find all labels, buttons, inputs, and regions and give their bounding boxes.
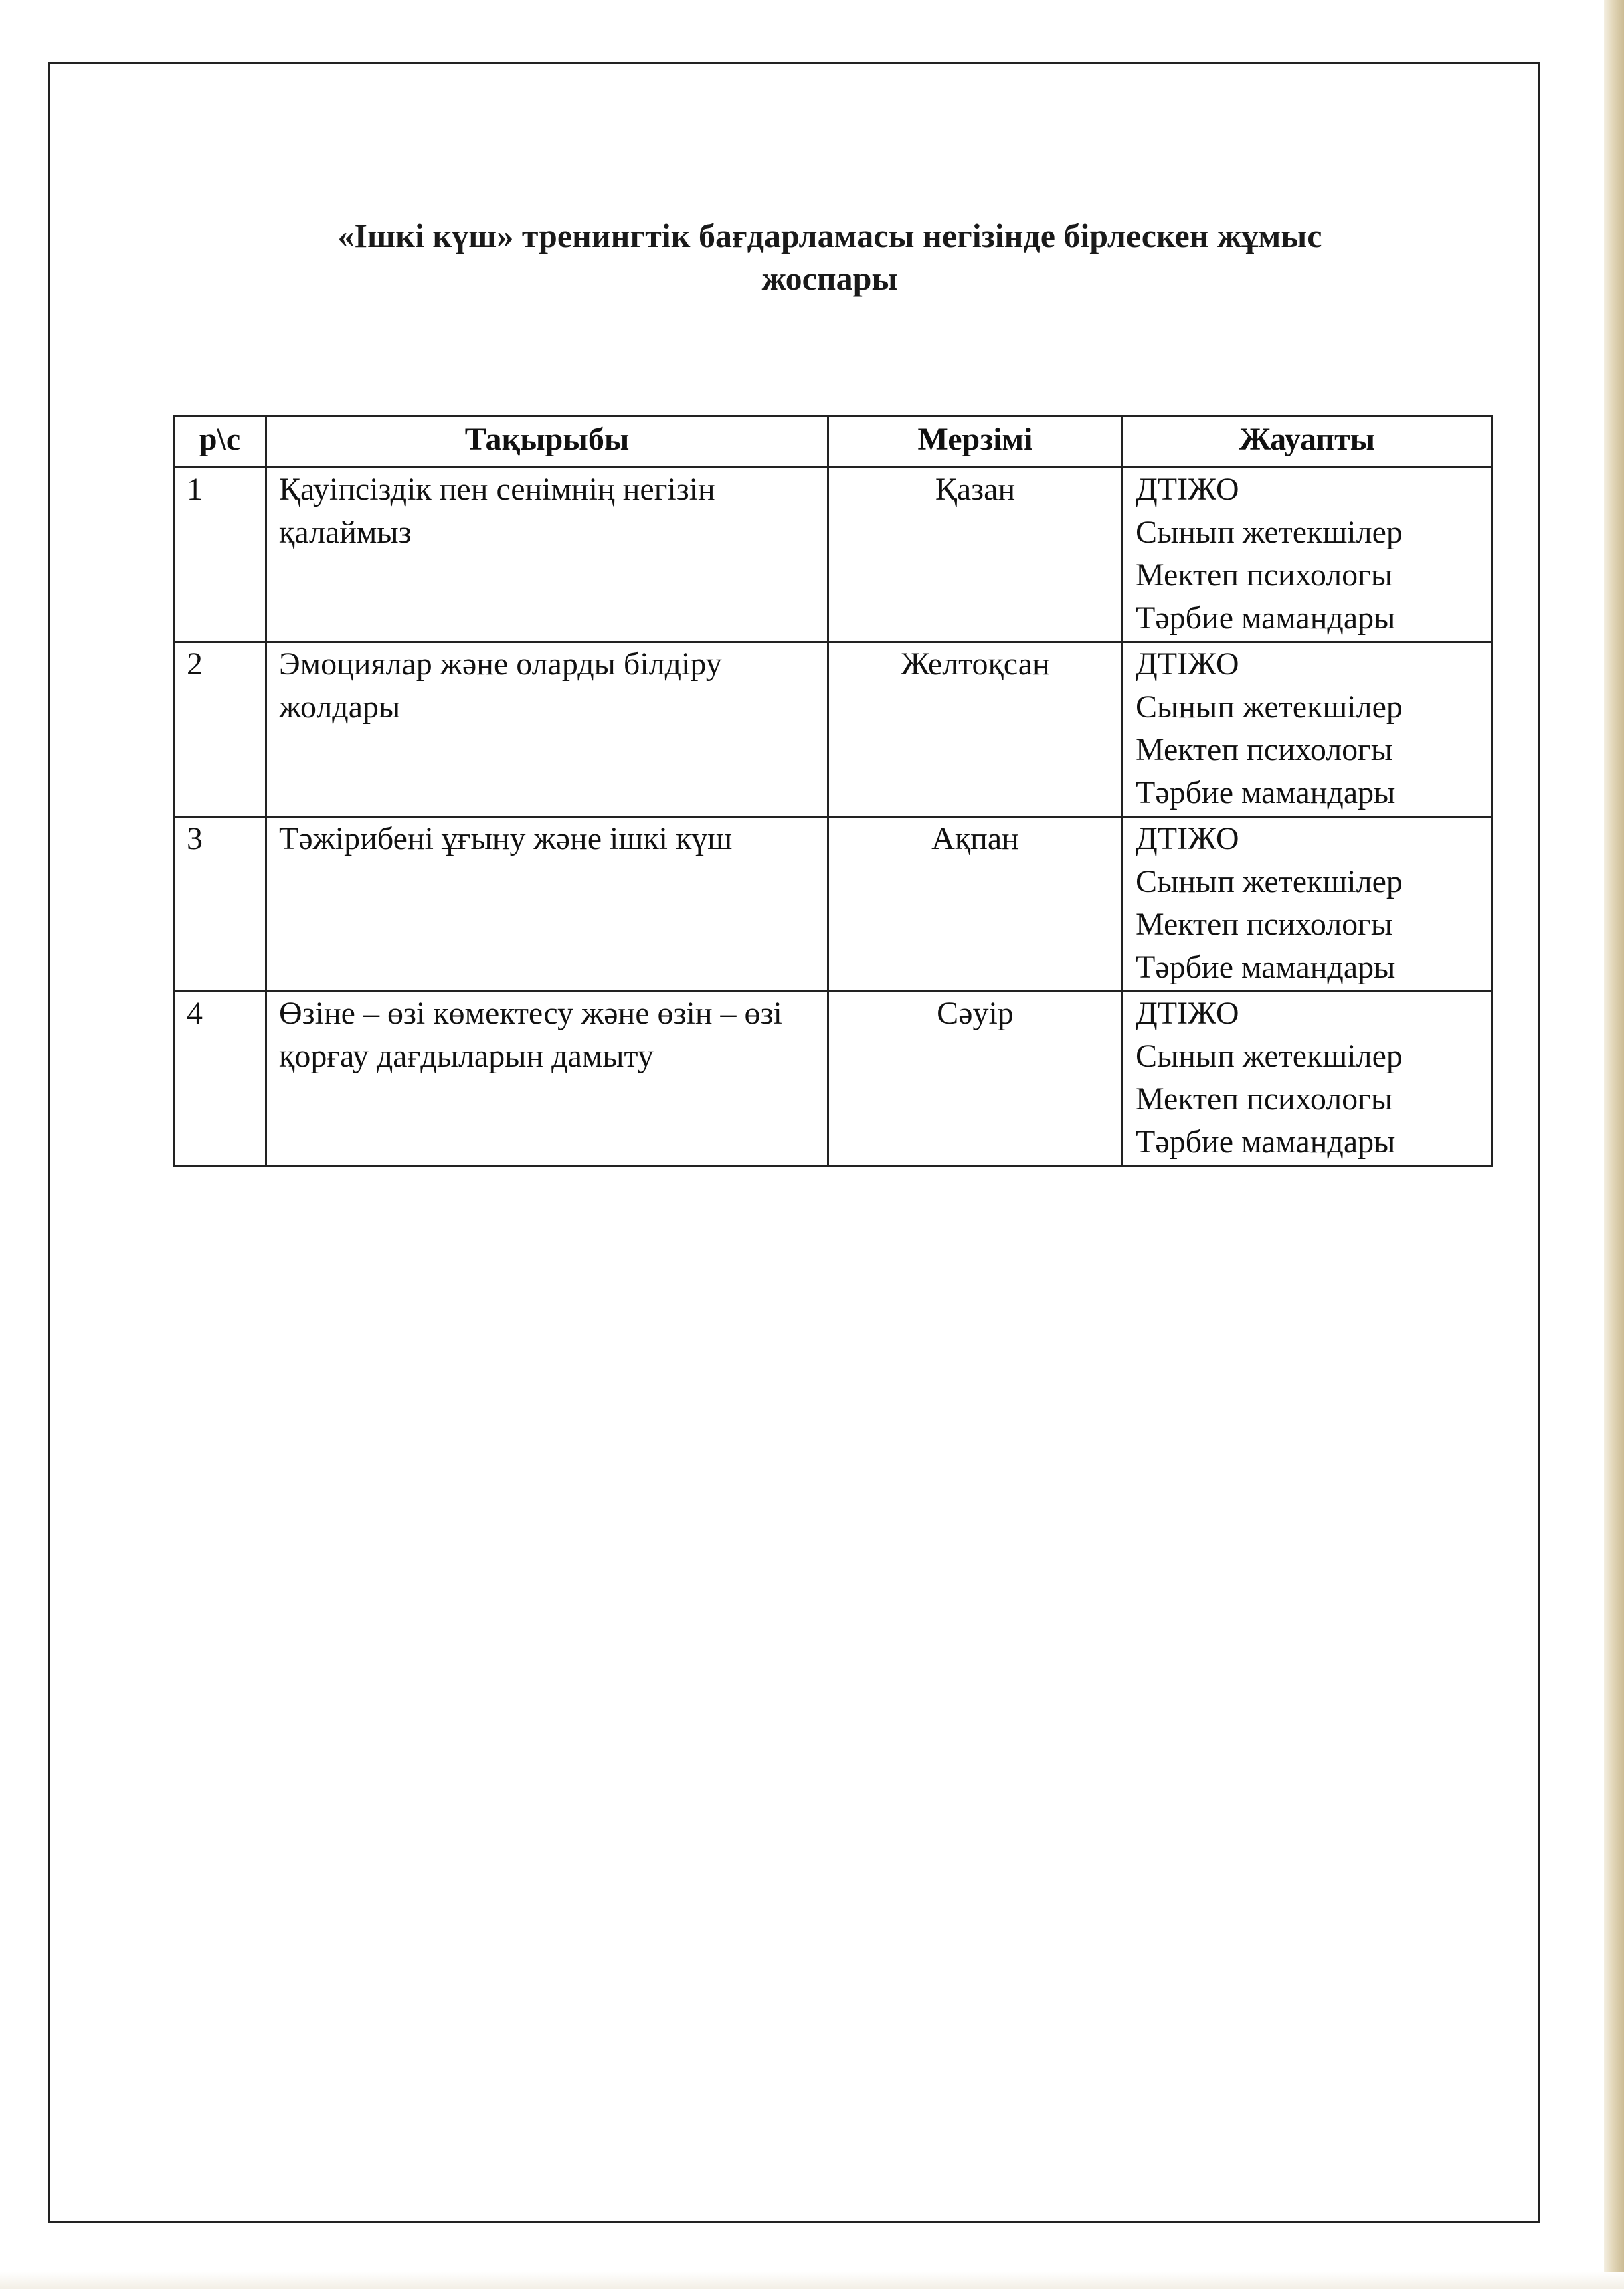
responsible-item: Сынып жетекшілер — [1136, 864, 1403, 899]
row-number: 2 — [174, 642, 266, 817]
row-date: Желтоқсан — [828, 642, 1123, 817]
row-number: 4 — [174, 992, 266, 1166]
responsible-item: Сынып жетекшілер — [1136, 689, 1403, 725]
document-title-line-2: жоспары — [761, 260, 898, 297]
header-topic: Тақырыбы — [266, 416, 828, 468]
responsible-item: Тәрбие мамандары — [1136, 600, 1396, 636]
table-header-row — [174, 416, 1492, 468]
responsible-item: Мектеп психологы — [1136, 1081, 1393, 1117]
row-number: 3 — [174, 817, 266, 992]
responsible-item: ДТІЖО — [1136, 821, 1239, 856]
row-responsible — [1123, 642, 1492, 817]
scan-edge-right — [1604, 0, 1624, 2289]
responsible-item: Мектеп психологы — [1136, 907, 1393, 942]
header-date: Мерзімі — [828, 416, 1123, 468]
responsible-item: Сынып жетекшілер — [1136, 515, 1403, 550]
row-responsible — [1123, 992, 1492, 1166]
responsible-item: Мектеп психологы — [1136, 557, 1393, 593]
table-row — [174, 817, 1492, 992]
row-topic: Өзіне – өзі көмектесу және өзін – өзі қорғау дағдыларын дамыту — [266, 992, 828, 1166]
table-row — [174, 992, 1492, 1166]
table-row — [174, 468, 1492, 642]
responsible-item: ДТІЖО — [1136, 996, 1239, 1031]
responsible-item: Тәрбие мамандары — [1136, 775, 1396, 810]
scan-edge-bottom — [0, 2272, 1624, 2289]
work-plan-table — [173, 415, 1493, 1167]
responsible-item: ДТІЖО — [1136, 472, 1239, 507]
row-responsible — [1123, 468, 1492, 642]
row-date: Сәуір — [828, 992, 1123, 1166]
responsible-item: Сынып жетекшілер — [1136, 1038, 1403, 1074]
row-date: Қазан — [828, 468, 1123, 642]
responsible-item: Мектеп психологы — [1136, 732, 1393, 767]
responsible-item: Тәрбие мамандары — [1136, 1124, 1396, 1160]
row-date: Ақпан — [828, 817, 1123, 992]
row-number: 1 — [174, 468, 266, 642]
row-topic: Қауіпсіздік пен сенімнің негізін қалаймыз — [266, 468, 828, 642]
document-title — [214, 214, 1445, 300]
row-responsible — [1123, 817, 1492, 992]
table-row — [174, 642, 1492, 817]
responsible-item: Тәрбие мамандары — [1136, 949, 1396, 985]
header-responsible: Жауапты — [1123, 416, 1492, 468]
row-topic: Тәжірибені ұғыну және ішкі күш — [266, 817, 828, 992]
document-title-line-1: «Ішкі күш» тренингтік бағдарламасы негізінде бірлескен жұмыс — [337, 217, 1322, 254]
header-number: р\с — [174, 416, 266, 468]
responsible-item: ДТІЖО — [1136, 646, 1239, 682]
row-topic: Эмоциялар және оларды білдіру жолдары — [266, 642, 828, 817]
